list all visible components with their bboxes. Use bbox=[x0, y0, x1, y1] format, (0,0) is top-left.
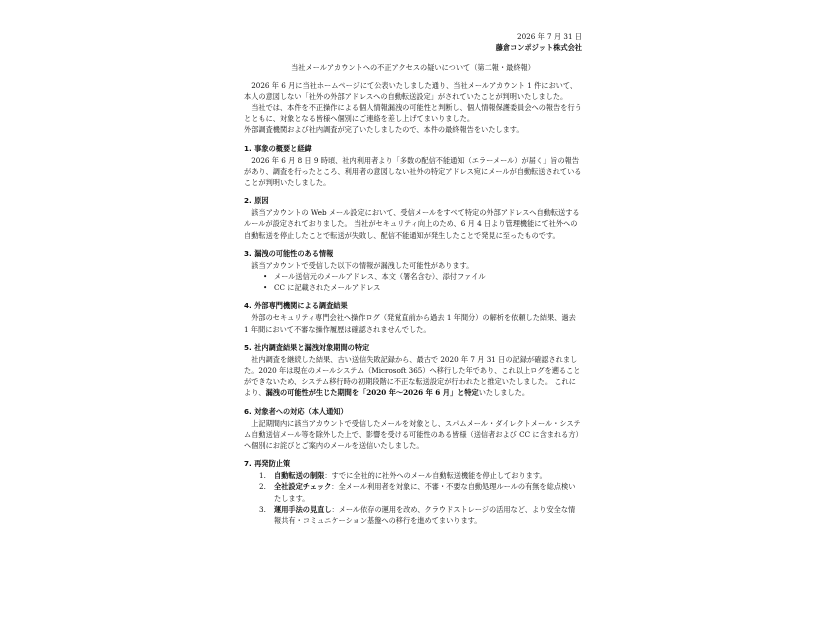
section-body: 2026 年 6 月 8 日 9 時頃、社内利用者より「多数の配信不能通知（エラーメール）が届く」旨の報告があり、調査を行ったところ、利用者の意図しない社外の特定アドレス宛にメールが自動転送されていることが判明いたしました。 bbox=[244, 155, 582, 188]
section-heading: 2. 原因 bbox=[244, 196, 269, 206]
list-item: • CC に記載されたメールアドレス bbox=[274, 282, 582, 293]
section-heading: 1. 事象の概要と経緯 bbox=[244, 143, 312, 153]
item-number: 1. bbox=[259, 471, 266, 481]
list-item bbox=[259, 481, 582, 503]
intro-paragraph-3: 外部調査機関および社内調査が完了いたしましたので、本件の最終報告をいたします。 bbox=[244, 125, 524, 135]
list-item bbox=[259, 470, 582, 481]
section-internal-investigation bbox=[244, 342, 582, 399]
item-number: 3. bbox=[259, 504, 266, 514]
item-number: 2. bbox=[259, 482, 266, 492]
document-title: 当社メールアカウントへの不正アクセスの疑いについて（第二報・最終報） bbox=[291, 63, 535, 73]
section-body: 上記期間内に該当アカウントで受信したメールを対象とし、スパムメール・ダイレクトメール・システム自動送信メール等を除外した上で、影響を受ける可能性のある皆様（送信者および CC に含まれる方）へ個別にお詫びとご案内のメールを送信いたしました。 bbox=[244, 418, 581, 451]
section-body: 該当アカウントで受信した以下の情報が漏洩した可能性があります。 bbox=[251, 260, 474, 270]
intro-paragraph-2: 当社では、本件を不正操作による個人情報漏洩の可能性と判断し、個人情報保護委員会への報告を行うとともに、対象となる皆様へ個別にご連絡を差し上げてまいりました。 bbox=[244, 103, 582, 124]
section-body: 外部のセキュリティ専門会社へ操作ログ（発覚直前から過去 1 年間分）の解析を依頼した結果、過去 1 年間において不審な操作履歴は確認されませんでした。 bbox=[244, 313, 576, 334]
period-highlight: 漏洩の可能性が生じた期間を「2020 年〜2026 年 6 月」と特定 bbox=[265, 388, 479, 398]
intro-paragraph-1: 2026 年 6 月に当社ホームページにて公表いたしました通り、当社メールアカウント 1 件において、本人の意図しない「社外の外部アドレスへの自動転送設定」がされていたことが判明いたしました。 bbox=[244, 80, 578, 101]
item-label: 自動転送の制限 bbox=[274, 471, 325, 481]
section-notification bbox=[244, 406, 582, 452]
company-name: 藤倉コンポジット株式会社 bbox=[495, 43, 582, 53]
section-overview bbox=[244, 143, 582, 189]
leaked-info-list bbox=[244, 271, 582, 293]
section-external-investigation bbox=[244, 300, 582, 334]
item-label: 全社設定チェック bbox=[274, 482, 332, 492]
item-label: 運用手法の見直し bbox=[274, 504, 332, 514]
section-body bbox=[244, 354, 582, 399]
section-heading: 3. 漏洩の可能性のある情報 bbox=[244, 248, 334, 258]
item-text: ：全メール利用者を対象に、不審・不要な自動処理ルールの有無を総点検いたします。 bbox=[274, 482, 576, 503]
list-item bbox=[259, 504, 582, 526]
section-prevention bbox=[244, 458, 582, 526]
section-heading: 7. 再発防止策 bbox=[244, 459, 291, 469]
section-leaked-info bbox=[244, 248, 582, 294]
body-text: いたしました。 bbox=[478, 388, 530, 398]
list-item: • メール送信元のメールアドレス、本文（署名含む）、添付ファイル bbox=[274, 271, 582, 282]
section-cause bbox=[244, 195, 582, 241]
notice-document bbox=[244, 31, 582, 526]
section-heading: 5. 社内調査結果と漏洩対象期間の特定 bbox=[244, 342, 370, 352]
document-date: 2026 年 7 月 31 日 bbox=[517, 32, 582, 41]
item-text: ：すでに全社的に社外へのメール自動転送機能を停止しております。 bbox=[324, 471, 547, 481]
section-body: 該当アカウントの Web メール設定において、受信メールをすべて特定の外部アドレスへ自動転送するルールが設定されておりました。 当社がセキュリティ向上のため、6 月 4 日より管理機能にて社外への自動転送を停止したことで転送が失敗し、配信不能通知が発生したことで発見に至ったものです。 bbox=[244, 208, 580, 240]
prevention-list bbox=[244, 470, 582, 526]
section-heading: 4. 外部専門機関による調査結果 bbox=[244, 301, 348, 311]
section-heading: 6. 対象者への対応（本人通知） bbox=[244, 406, 348, 416]
body-text: 社内調査を継続した結果、古い送信失敗記録から、最古で 2020 年 7 月 31 日の記録が確認されました。2020 年は現在のメールシステム（Microsoft 365）へ移行した年であり、これ以上ログを遡ることができないため、システム移行時の初期段階に不正な転送設定が行われたと推定いたしました。 これにより、 bbox=[244, 354, 581, 398]
item-text: ：メール依存の運用を改め、クラウドストレージの活用など、より安全な情報共有・コミュニケーション基盤への移行を進めてまいります。 bbox=[274, 504, 576, 526]
